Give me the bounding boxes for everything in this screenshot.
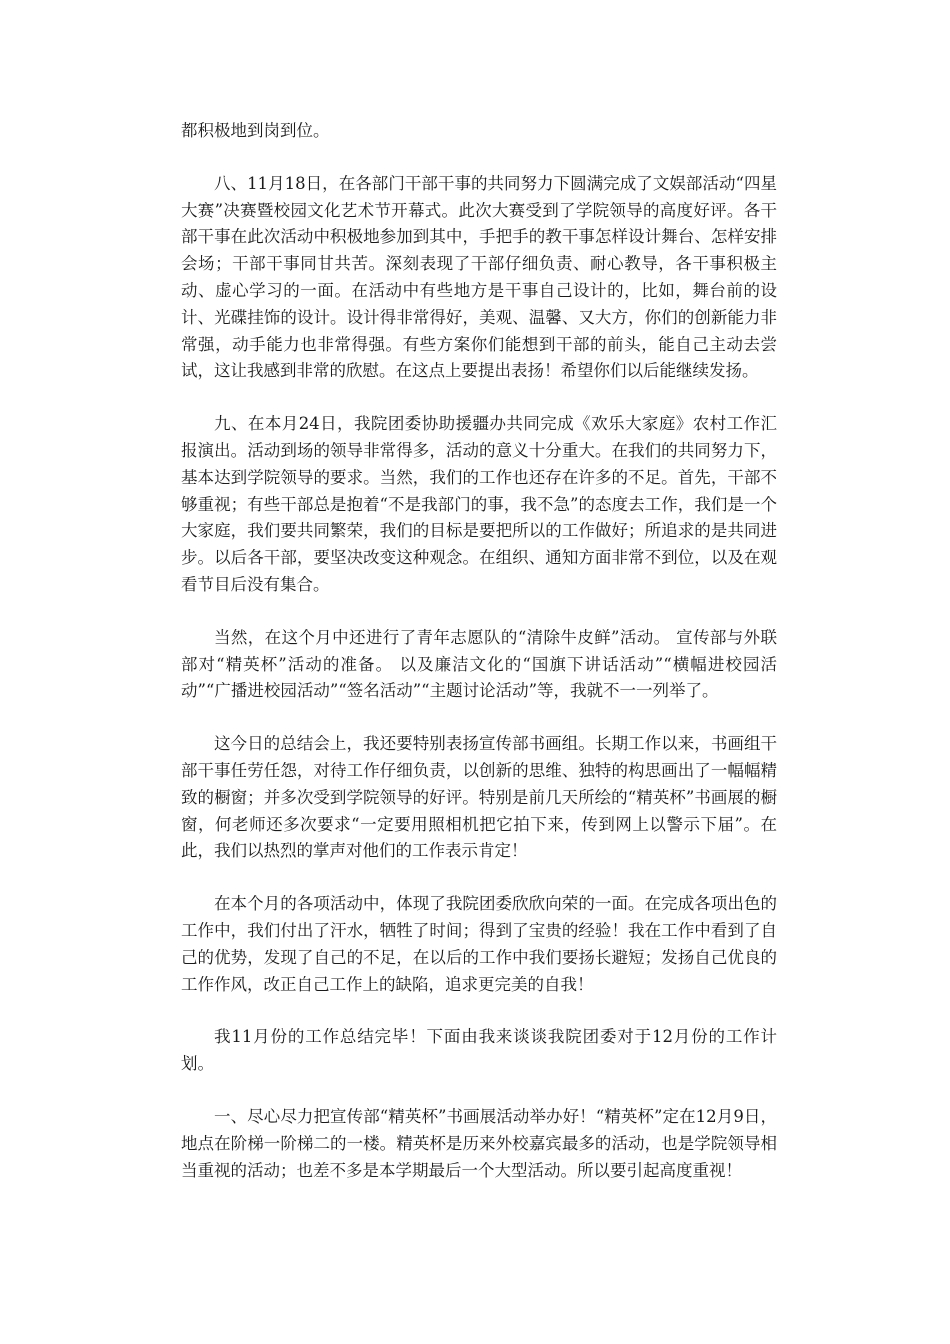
paragraph-other-activities: 当然，在这个月中还进行了青年志愿队的“清除牛皮鲜”活动。 宣传部与外联部对“精英杯”活动的准备。 以及廉洁文化的“国旗下讲话活动”“横幅进校园活动”“广播进校园活动”“签名活动”“主题讨论活动”等，我就不一一列举了。 (181, 627, 777, 701)
document-body (181, 118, 777, 1184)
paragraph-item-9: 九、在本月24日，我院团委协助援疆办共同完成《欢乐大家庭》农村工作汇报演出。活动到场的领导非常得多，活动的意义十分重大。在我们的共同努力下，基本达到学院领导的要求。当然，我们的工作也还存在许多的不足。首先，干部不够重视；有些干部总是抱着“不是我部门的事，我不急”的态度去工作，我们是一个大家庭，我们要共同繁荣，我们的目标是要把所以的工作做好；所追求的是共同进步。以后各干部，要坚决改变这种观念。在组织、通知方面非常不到位，以及在观看节目后没有集合。 (181, 414, 777, 594)
paragraph-reflection: 在本个月的各项活动中，体现了我院团委欣欣向荣的一面。在完成各项出色的工作中，我们付出了汗水，牺牲了时间；得到了宝贵的经验！我在工作中看到了自己的优势，发现了自己的不足，在以后的工作中我们要扬长避短；发扬自己优良的工作作风，改正自己工作上的缺陷，追求更完美的自我！ (181, 894, 777, 994)
paragraph-transition: 我11月份的工作总结完毕！下面由我来谈谈我院团委对于12月份的工作计划。 (181, 1027, 777, 1074)
paragraph-plan-item-1: 一、尽心尽力把宣传部“精英杯”书画展活动举办好！“精英杯”定在12月9日，地点在阶梯一阶梯二的一楼。精英杯是历来外校嘉宾最多的活动，也是学院领导相当重视的活动；也差不多是本学期最后一个大型活动。所以要引起高度重视！ (181, 1106, 777, 1180)
paragraph-commendation: 这今日的总结会上，我还要特别表扬宣传部书画组。长期工作以来，书画组干部干事任劳任怨，对待工作仔细负责，以创新的思维、独特的构思画出了一幅幅精致的橱窗；并多次受到学院领导的好评。特别是前几天所绘的“精英杯”书画展的橱窗，何老师还多次要求“一定要用照相机把它拍下来，传到网上以警示下届”。在此，我们以热烈的掌声对他们的工作表示肯定！ (181, 734, 777, 861)
paragraph-item-8: 八、11月18日，在各部门干部干事的共同努力下圆满完成了文娱部活动“四星大赛”决赛暨校园文化艺术节开幕式。此次大赛受到了学院领导的高度好评。各干部干事在此次活动中积极地参加到其中，手把手的教干事怎样设计舞台、怎样安排会场；干部干事同甘共苦。深刻表现了干部仔细负责、耐心教导，各干事积极主动、虚心学习的一面。在活动中有些地方是干事自己设计的，比如，舞台前的设计、光碟挂饰的设计。设计得非常得好，美观、温馨、又大方，你们的创新能力非常强，动手能力也非常得强。有些方案你们能想到干部的前头，能自己主动去尝试，这让我感到非常的欣慰。在这点上要提出表扬！希望你们以后能继续发扬。 (181, 173, 777, 381)
paragraph-continuation: 都积极地到岗到位。 (181, 121, 330, 140)
